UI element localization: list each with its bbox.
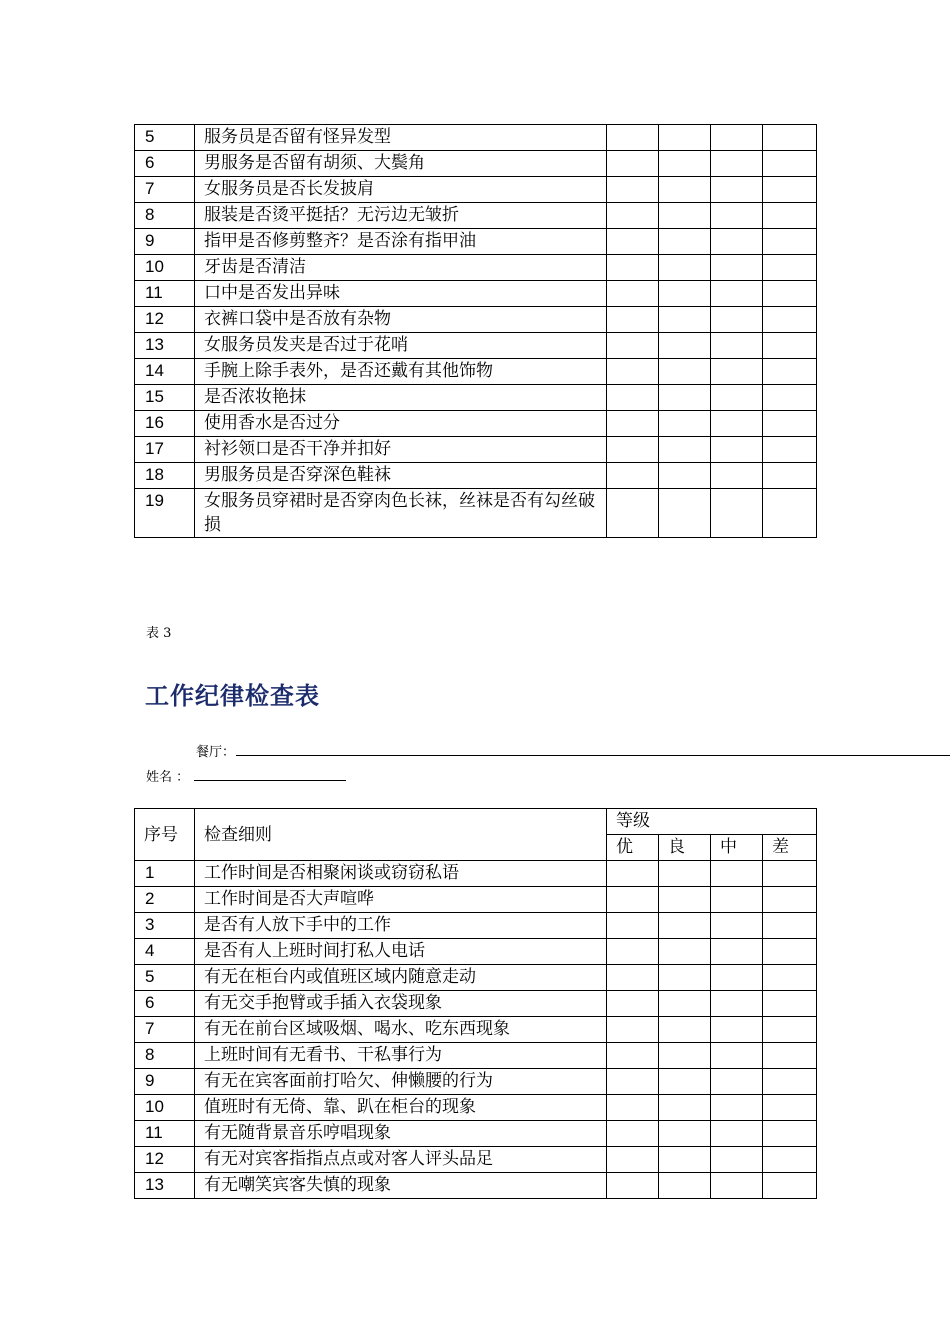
row-number: 6 xyxy=(135,991,195,1017)
header-no: 序号 xyxy=(135,809,195,861)
grade-cell-good[interactable] xyxy=(659,151,711,177)
check-item-text: 服装是否烫平挺括？无污边无皱折 xyxy=(195,203,607,229)
check-item-text: 是否有人放下手中的工作 xyxy=(195,913,607,939)
grade-cell-poor[interactable] xyxy=(763,1147,817,1173)
check-item-text: 指甲是否修剪整齐？是否涂有指甲油 xyxy=(195,229,607,255)
work-discipline-table-body xyxy=(135,861,817,1199)
check-item-text: 衬衫领口是否干净并扣好 xyxy=(195,437,607,463)
grade-cell-fair[interactable] xyxy=(711,125,763,151)
row-number: 18 xyxy=(135,463,195,489)
grade-cell-good[interactable] xyxy=(659,177,711,203)
table-row xyxy=(135,151,817,177)
grade-cell-excellent[interactable] xyxy=(607,489,659,538)
grade-cell-excellent[interactable] xyxy=(607,437,659,463)
grade-cell-poor[interactable] xyxy=(763,965,817,991)
table-row xyxy=(135,913,817,939)
grade-cell-good[interactable] xyxy=(659,1017,711,1043)
grade-cell-excellent[interactable] xyxy=(607,913,659,939)
page-title: 工作纪律检查表 xyxy=(145,682,320,710)
header-grade-excellent: 优 xyxy=(607,835,659,861)
check-item-text: 有无在柜台内或值班区域内随意走动 xyxy=(195,965,607,991)
grade-cell-excellent[interactable] xyxy=(607,1095,659,1121)
grade-cell-excellent[interactable] xyxy=(607,203,659,229)
grade-cell-good[interactable] xyxy=(659,991,711,1017)
grade-cell-excellent[interactable] xyxy=(607,861,659,887)
row-number: 1 xyxy=(135,861,195,887)
header-grade-good: 良 xyxy=(659,835,711,861)
grade-cell-good[interactable] xyxy=(659,229,711,255)
grade-cell-fair[interactable] xyxy=(711,939,763,965)
grade-cell-poor[interactable] xyxy=(763,1121,817,1147)
row-number: 10 xyxy=(135,1095,195,1121)
grade-cell-fair[interactable] xyxy=(711,437,763,463)
grade-cell-excellent[interactable] xyxy=(607,177,659,203)
grade-cell-fair[interactable] xyxy=(711,913,763,939)
check-item-text: 值班时有无倚、靠、趴在柜台的现象 xyxy=(195,1095,607,1121)
grade-cell-excellent[interactable] xyxy=(607,1017,659,1043)
work-discipline-table xyxy=(134,808,817,1199)
table-row xyxy=(135,1147,817,1173)
restaurant-field[interactable] xyxy=(196,741,235,760)
appearance-check-table-body xyxy=(135,125,817,538)
row-number: 15 xyxy=(135,385,195,411)
row-number: 14 xyxy=(135,359,195,385)
check-item-text: 是否浓妆艳抹 xyxy=(195,385,607,411)
header-item: 检查细则 xyxy=(195,809,607,861)
grade-cell-fair[interactable] xyxy=(711,1017,763,1043)
check-item-text: 牙齿是否清洁 xyxy=(195,255,607,281)
check-item-text: 女服务员是否长发披肩 xyxy=(195,177,607,203)
row-number: 11 xyxy=(135,281,195,307)
grade-cell-good[interactable] xyxy=(659,281,711,307)
grade-cell-poor[interactable] xyxy=(763,229,817,255)
grade-cell-excellent[interactable] xyxy=(607,411,659,437)
grade-cell-excellent[interactable] xyxy=(607,939,659,965)
grade-cell-poor[interactable] xyxy=(763,489,817,538)
grade-cell-poor[interactable] xyxy=(763,385,817,411)
grade-cell-fair[interactable] xyxy=(711,177,763,203)
grade-cell-good[interactable] xyxy=(659,1043,711,1069)
grade-cell-fair[interactable] xyxy=(711,861,763,887)
grade-cell-good[interactable] xyxy=(659,411,711,437)
grade-cell-poor[interactable] xyxy=(763,1095,817,1121)
grade-cell-fair[interactable] xyxy=(711,281,763,307)
row-number: 12 xyxy=(135,307,195,333)
table-row xyxy=(135,125,817,151)
grade-cell-excellent[interactable] xyxy=(607,1069,659,1095)
table-row xyxy=(135,281,817,307)
grade-cell-fair[interactable] xyxy=(711,1069,763,1095)
table-row xyxy=(135,1069,817,1095)
row-number: 8 xyxy=(135,203,195,229)
grade-cell-good[interactable] xyxy=(659,887,711,913)
grade-cell-fair[interactable] xyxy=(711,1043,763,1069)
grade-cell-good[interactable] xyxy=(659,333,711,359)
check-item-text: 有无对宾客指指点点或对客人评头品足 xyxy=(195,1147,607,1173)
grade-cell-poor[interactable] xyxy=(763,177,817,203)
grade-cell-poor[interactable] xyxy=(763,437,817,463)
table-row xyxy=(135,1017,817,1043)
table-row xyxy=(135,939,817,965)
grade-cell-poor[interactable] xyxy=(763,203,817,229)
grade-cell-fair[interactable] xyxy=(711,203,763,229)
table-caption: 表 3 xyxy=(146,626,172,641)
grade-cell-good[interactable] xyxy=(659,1095,711,1121)
grade-cell-excellent[interactable] xyxy=(607,385,659,411)
row-number: 10 xyxy=(135,255,195,281)
table-row xyxy=(135,1043,817,1069)
grade-cell-poor[interactable] xyxy=(763,281,817,307)
grade-cell-poor[interactable] xyxy=(763,991,817,1017)
row-number: 11 xyxy=(135,1121,195,1147)
grade-cell-excellent[interactable] xyxy=(607,1147,659,1173)
table-row xyxy=(135,1095,817,1121)
table-row xyxy=(135,965,817,991)
header-grade-fair: 中 xyxy=(711,835,763,861)
grade-cell-poor[interactable] xyxy=(763,1173,817,1199)
grade-cell-excellent[interactable] xyxy=(607,307,659,333)
grade-cell-poor[interactable] xyxy=(763,939,817,965)
check-item-text: 衣裤口袋中是否放有杂物 xyxy=(195,307,607,333)
grade-cell-excellent[interactable] xyxy=(607,965,659,991)
table-row xyxy=(135,887,817,913)
grade-cell-poor[interactable] xyxy=(763,359,817,385)
grade-cell-good[interactable] xyxy=(659,125,711,151)
name-label: 姓名 ： xyxy=(146,770,190,785)
grade-cell-fair[interactable] xyxy=(711,489,763,538)
grade-cell-excellent[interactable] xyxy=(607,229,659,255)
check-item-text: 女服务员发夹是否过于花哨 xyxy=(195,333,607,359)
check-item-text: 服务员是否留有怪异发型 xyxy=(195,125,607,151)
grade-cell-poor[interactable] xyxy=(763,1069,817,1095)
grade-cell-excellent[interactable] xyxy=(607,991,659,1017)
grade-cell-good[interactable] xyxy=(659,203,711,229)
row-number: 8 xyxy=(135,1043,195,1069)
check-item-text: 使用香水是否过分 xyxy=(195,411,607,437)
grade-cell-good[interactable] xyxy=(659,861,711,887)
grade-cell-good[interactable] xyxy=(659,913,711,939)
row-number: 5 xyxy=(135,125,195,151)
work-discipline-table-header xyxy=(135,809,817,861)
header-grade-poor: 差 xyxy=(763,835,817,861)
grade-cell-fair[interactable] xyxy=(711,965,763,991)
grade-cell-poor[interactable] xyxy=(763,1043,817,1069)
check-item-text: 男服务是否留有胡须、大鬓角 xyxy=(195,151,607,177)
table-row xyxy=(135,411,817,437)
row-number: 7 xyxy=(135,1017,195,1043)
grade-cell-poor[interactable] xyxy=(763,255,817,281)
grade-cell-good[interactable] xyxy=(659,1121,711,1147)
check-item-text: 是否有人上班时间打私人电话 xyxy=(195,939,607,965)
row-number: 13 xyxy=(135,1173,195,1199)
grade-cell-fair[interactable] xyxy=(711,1095,763,1121)
grade-cell-excellent[interactable] xyxy=(607,125,659,151)
grade-cell-good[interactable] xyxy=(659,463,711,489)
table-row xyxy=(135,489,817,538)
table-row xyxy=(135,203,817,229)
row-number: 9 xyxy=(135,1069,195,1095)
row-number: 16 xyxy=(135,411,195,437)
grade-cell-excellent[interactable] xyxy=(607,151,659,177)
grade-cell-poor[interactable] xyxy=(763,307,817,333)
row-number: 12 xyxy=(135,1147,195,1173)
grade-cell-fair[interactable] xyxy=(711,1121,763,1147)
table-row xyxy=(135,229,817,255)
grade-cell-fair[interactable] xyxy=(711,411,763,437)
grade-cell-excellent[interactable] xyxy=(607,1121,659,1147)
grade-cell-poor[interactable] xyxy=(763,333,817,359)
grade-cell-good[interactable] xyxy=(659,1147,711,1173)
check-item-text: 上班时间有无看书、干私事行为 xyxy=(195,1043,607,1069)
grade-cell-fair[interactable] xyxy=(711,385,763,411)
check-item-text: 工作时间是否大声喧哗 xyxy=(195,887,607,913)
grade-cell-excellent[interactable] xyxy=(607,359,659,385)
row-number: 17 xyxy=(135,437,195,463)
grade-cell-fair[interactable] xyxy=(711,887,763,913)
check-item-text: 男服务员是否穿深色鞋袜 xyxy=(195,463,607,489)
grade-cell-fair[interactable] xyxy=(711,255,763,281)
row-number: 2 xyxy=(135,887,195,913)
row-number: 6 xyxy=(135,151,195,177)
check-item-text: 口中是否发出异味 xyxy=(195,281,607,307)
grade-cell-poor[interactable] xyxy=(763,151,817,177)
grade-cell-fair[interactable] xyxy=(711,151,763,177)
grade-cell-excellent[interactable] xyxy=(607,333,659,359)
grade-cell-fair[interactable] xyxy=(711,359,763,385)
grade-cell-good[interactable] xyxy=(659,1069,711,1095)
grade-cell-fair[interactable] xyxy=(711,1147,763,1173)
table-row xyxy=(135,333,817,359)
table-row xyxy=(135,437,817,463)
grade-cell-good[interactable] xyxy=(659,359,711,385)
table-row xyxy=(135,991,817,1017)
grade-cell-good[interactable] xyxy=(659,965,711,991)
grade-cell-poor[interactable] xyxy=(763,913,817,939)
table-row xyxy=(135,177,817,203)
grade-cell-excellent[interactable] xyxy=(607,281,659,307)
check-item-text: 有无在前台区域吸烟、喝水、吃东西现象 xyxy=(195,1017,607,1043)
table-row xyxy=(135,255,817,281)
row-number: 5 xyxy=(135,965,195,991)
grade-cell-poor[interactable] xyxy=(763,463,817,489)
grade-cell-excellent[interactable] xyxy=(607,463,659,489)
table-row xyxy=(135,1173,817,1199)
row-number: 9 xyxy=(135,229,195,255)
check-item-text: 有无随背景音乐哼唱现象 xyxy=(195,1121,607,1147)
table-row xyxy=(135,359,817,385)
table-row xyxy=(135,307,817,333)
appearance-check-table xyxy=(134,124,817,538)
grade-cell-fair[interactable] xyxy=(711,229,763,255)
row-number: 19 xyxy=(135,489,195,538)
grade-cell-good[interactable] xyxy=(659,939,711,965)
grade-cell-good[interactable] xyxy=(659,437,711,463)
table-row xyxy=(135,1121,817,1147)
grade-cell-poor[interactable] xyxy=(763,1017,817,1043)
check-item-text: 有无在宾客面前打哈欠、伸懒腰的行为 xyxy=(195,1069,607,1095)
table-row xyxy=(135,385,817,411)
name-input-line[interactable] xyxy=(194,780,346,781)
table-row xyxy=(135,463,817,489)
check-item-text: 有无交手抱臂或手插入衣袋现象 xyxy=(195,991,607,1017)
grade-cell-fair[interactable] xyxy=(711,333,763,359)
grade-cell-poor[interactable] xyxy=(763,887,817,913)
grade-cell-excellent[interactable] xyxy=(607,887,659,913)
name-field[interactable] xyxy=(146,766,189,785)
grade-cell-fair[interactable] xyxy=(711,991,763,1017)
check-item-text: 手腕上除手表外，是否还戴有其他饰物 xyxy=(195,359,607,385)
grade-cell-poor[interactable] xyxy=(763,411,817,437)
grade-cell-good[interactable] xyxy=(659,489,711,538)
grade-cell-fair[interactable] xyxy=(711,463,763,489)
grade-cell-poor[interactable] xyxy=(763,861,817,887)
restaurant-label: 餐厅： xyxy=(196,745,236,760)
grade-cell-poor[interactable] xyxy=(763,125,817,151)
grade-cell-good[interactable] xyxy=(659,385,711,411)
grade-cell-fair[interactable] xyxy=(711,307,763,333)
check-item-text: 有无嘲笑宾客失慎的现象 xyxy=(195,1173,607,1199)
grade-cell-excellent[interactable] xyxy=(607,1173,659,1199)
grade-cell-fair[interactable] xyxy=(711,1173,763,1199)
check-item-text: 工作时间是否相聚闲谈或窃窃私语 xyxy=(195,861,607,887)
row-number: 3 xyxy=(135,913,195,939)
grade-cell-good[interactable] xyxy=(659,255,711,281)
check-item-text: 女服务员穿裙时是否穿肉色长袜，丝袜是否有勾丝破损 xyxy=(195,489,607,538)
row-number: 13 xyxy=(135,333,195,359)
table-row xyxy=(135,861,817,887)
restaurant-input-line[interactable] xyxy=(236,755,950,756)
grade-cell-excellent[interactable] xyxy=(607,1043,659,1069)
grade-cell-excellent[interactable] xyxy=(607,255,659,281)
grade-cell-good[interactable] xyxy=(659,307,711,333)
row-number: 7 xyxy=(135,177,195,203)
grade-cell-good[interactable] xyxy=(659,1173,711,1199)
header-grade: 等级 xyxy=(607,809,817,835)
row-number: 4 xyxy=(135,939,195,965)
